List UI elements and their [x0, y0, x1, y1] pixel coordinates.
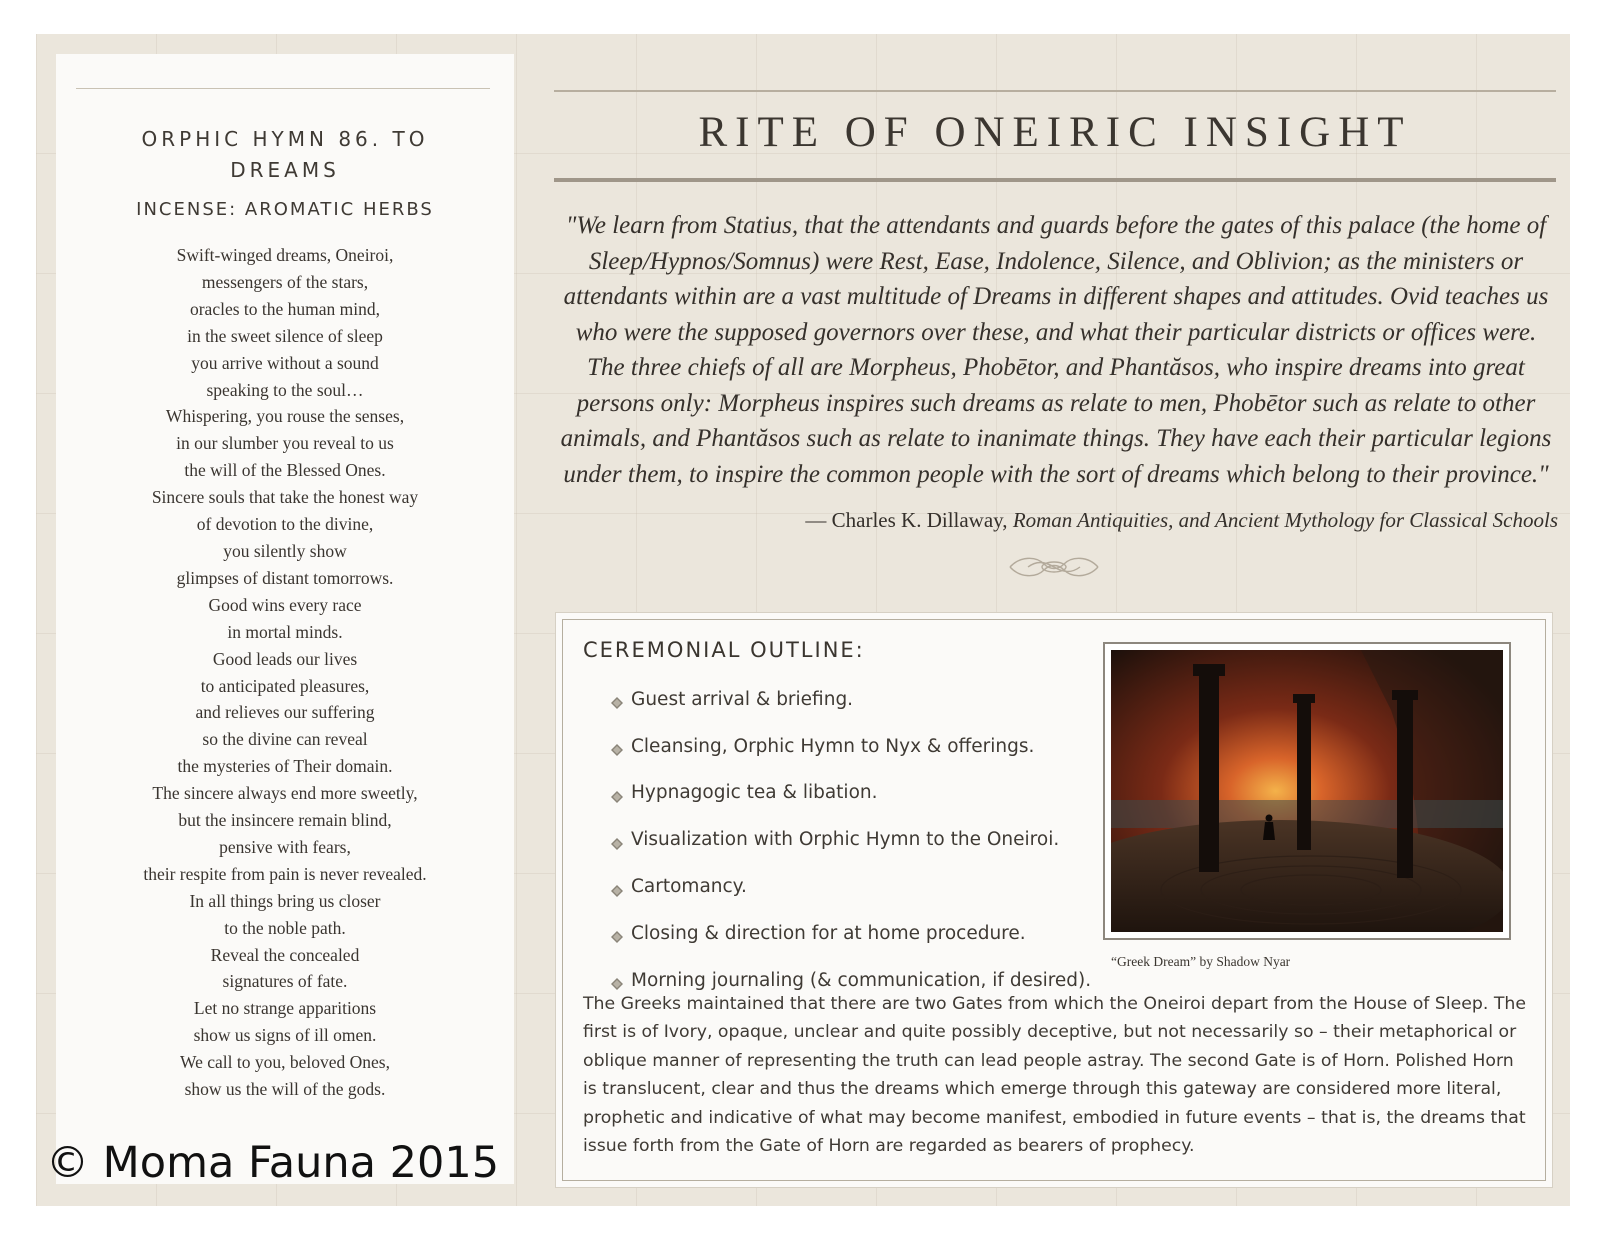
verse-line: Good wins every race	[208, 594, 362, 615]
verse-line: to anticipated pleasures,	[200, 675, 370, 696]
verse-line: show us signs of ill omen.	[193, 1025, 377, 1046]
hymn-verses	[56, 242, 514, 1103]
diamond-bullet-icon	[611, 927, 623, 939]
verse-line: speaking to the soul…	[206, 379, 364, 400]
title-rule-bottom	[554, 178, 1556, 182]
page-title: RITE OF ONEIRIC INSIGHT	[698, 109, 1412, 156]
outline-item-label: Hypnagogic tea & libation.	[631, 782, 878, 804]
verse-line: The sincere always end more sweetly,	[152, 783, 418, 804]
incense-label: INCENSE: AROMATIC HERBS	[136, 199, 434, 220]
verse-line: show us the will of the gods.	[184, 1079, 386, 1100]
statius-quote: "We learn from Statius, that the attendants and guards before the gates of this palace (the home of Sleep/Hypnos/Somnus) were Rest, Ease, Indolence, Silence, and Oblivion; as the ministers or attendants within are a vast multitude of Dreams in different shapes and attitudes. Ovid teaches us who were the supposed governors over these, and what their particular districts or offices were. The three chiefs of all are Morpheus, Phobētor, and Phantăsos, who inspire dreams into great persons only: Morpheus inspires such dreams as relate to men, Phobētor such as relate to other animals, and Phantăsos such as relate to inanimate things. They have each their particular legions under them, to inspire the common people with the sort of dreams which belong to their province."	[560, 212, 1552, 488]
verse-line: Swift-winged dreams, Oneiroi,	[176, 245, 394, 265]
attribution-author: — Charles K. Dillaway,	[805, 508, 1008, 532]
verse-line: and relieves our suffering	[195, 702, 375, 723]
outline-item-label: Guest arrival & briefing.	[631, 688, 854, 710]
outline-heading: CEREMONIAL OUTLINE:	[583, 638, 865, 662]
diamond-bullet-icon	[611, 740, 623, 752]
verse-line: their respite from pain is never revealed.	[143, 863, 427, 884]
verse-line: signatures of fate.	[222, 971, 348, 992]
verse-line: the will of the Blessed Ones.	[184, 460, 386, 481]
verse-line: in our slumber you reveal to us	[176, 433, 394, 454]
hymn-title: ORPHIC HYMN 86. TO DREAMS	[141, 127, 429, 182]
verse-line: We call to you, beloved Ones,	[180, 1052, 390, 1073]
outline-item	[611, 863, 1091, 910]
flourish-ornament-icon	[1006, 552, 1102, 587]
verse-line: Whispering, you rouse the senses,	[165, 406, 405, 427]
verse-line: so the divine can reveal	[202, 729, 368, 750]
greek-dream-artwork	[1103, 642, 1511, 940]
outline-list	[611, 676, 1091, 1004]
outline-item-label: Morning journaling (& communication, if desired).	[631, 969, 1092, 991]
verse-line: you arrive without a sound	[191, 352, 379, 373]
outline-item-label: Closing & direction for at home procedure.	[631, 922, 1026, 944]
quote-attribution	[805, 508, 1558, 533]
photo-caption: “Greek Dream” by Shadow Nyar	[1111, 954, 1291, 969]
diamond-bullet-icon	[611, 787, 623, 799]
outline-item	[611, 816, 1091, 863]
outline-item-label: Visualization with Orphic Hymn to the Oneiroi.	[631, 829, 1060, 851]
diamond-bullet-icon	[611, 881, 623, 893]
outline-item-label: Cartomancy.	[631, 876, 747, 898]
hymn-panel	[56, 54, 514, 1184]
verse-line: but the insincere remain blind,	[178, 810, 392, 831]
verse-line: pensive with fears,	[219, 836, 351, 857]
verse-line: Good leads our lives	[212, 648, 358, 669]
diamond-bullet-icon	[611, 693, 623, 705]
attribution-book: Roman Antiquities, and Ancient Mythology for Classical Schools	[1012, 508, 1558, 532]
verse-line: of devotion to the divine,	[196, 514, 374, 535]
outline-item	[611, 676, 1091, 723]
verse-line: Sincere souls that take the honest way	[151, 487, 419, 508]
verse-line: oracles to the human mind,	[189, 298, 381, 319]
verse-line: you silently show	[223, 540, 347, 561]
diamond-bullet-icon	[611, 974, 623, 986]
verse-line: to the noble path.	[224, 917, 346, 938]
outline-item	[611, 723, 1091, 770]
ceremonial-outline-box	[556, 613, 1552, 1187]
verse-line: Reveal the concealed	[210, 944, 360, 965]
divider	[76, 88, 490, 89]
outline-border	[562, 619, 1546, 1181]
diamond-bullet-icon	[611, 834, 623, 846]
verse-line: in the sweet silence of sleep	[187, 325, 383, 346]
outline-item	[611, 910, 1091, 957]
verse-line: glimpses of distant tomorrows.	[176, 567, 394, 588]
verse-line: Let no strange apparitions	[193, 998, 377, 1019]
verse-line: In all things bring us closer	[189, 890, 381, 911]
outline-item	[611, 770, 1091, 817]
gates-of-dreams-text: The Greeks maintained that there are two Gates from which the Oneiroi depart from the House of Sleep. The first is of Ivory, opaque, unclear and quite possibly deceptive, but not necessarily so – their metaphorical or oblique manner of representing the truth can lead people astray. The second Gate is of Horn. Polished Horn is translucent, clear and thus the dreams which emerge through this gateway are considered more literal, prophetic and indicative of what may become manifest, embodied in future events – that is, the dreams that issue forth from the Gate of Horn are regarded as bearers of prophecy.	[583, 994, 1527, 1157]
verse-line: in mortal minds.	[227, 621, 343, 642]
title-rule-top	[554, 90, 1556, 92]
outline-item-label: Cleansing, Orphic Hymn to Nyx & offerings.	[631, 735, 1035, 757]
copyright-notice: © Moma Fauna 2015	[46, 1138, 500, 1188]
verse-line: messengers of the stars,	[201, 271, 369, 292]
verse-line: the mysteries of Their domain.	[177, 756, 393, 777]
